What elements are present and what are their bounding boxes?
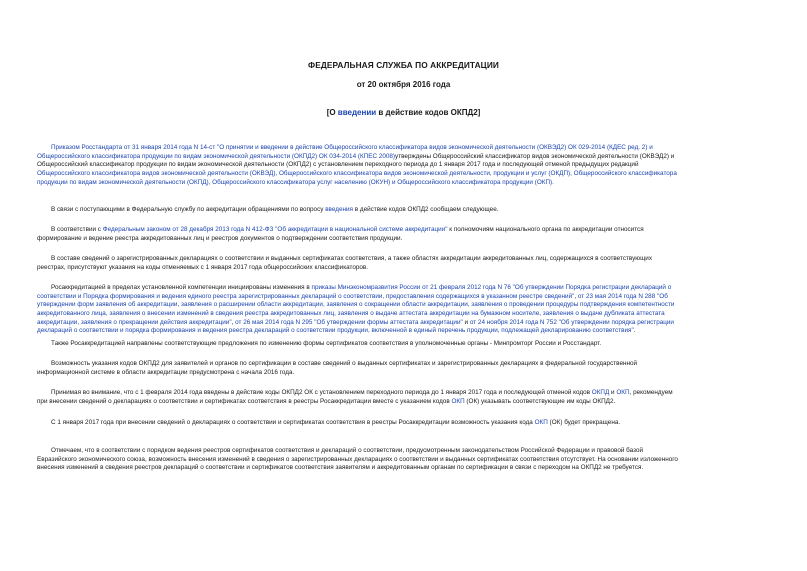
paragraph-line xyxy=(37,170,770,179)
text-run: (ОК) указывать соответствующие им коды ОКПД2. xyxy=(464,397,616,405)
paragraph-line xyxy=(37,319,770,328)
document-link[interactable]: от 26 мая 2014 года N 295 "Об утверждении формы аттестата аккредитации" xyxy=(235,318,463,326)
paragraph xyxy=(37,284,770,336)
document-title xyxy=(0,108,807,117)
text-run: . xyxy=(633,327,636,335)
paragraph xyxy=(37,447,770,473)
paragraph-line xyxy=(37,456,770,465)
document-date: от 20 октября 2016 года xyxy=(356,80,451,89)
paragraph-line xyxy=(37,419,770,428)
paragraph-line xyxy=(37,206,770,215)
text-run: , xyxy=(231,318,236,326)
paragraph-line xyxy=(37,144,770,153)
text-run: Принимая во внимание, что с 1 февраля 2014 года введены в действие коды ОКПД2 ОК с установлением переходного периода до 1 января 2017 года и последующей отменой кодов xyxy=(51,389,592,396)
paragraph xyxy=(37,226,770,243)
document-link[interactable]: ОКПД xyxy=(591,389,610,396)
document-link[interactable]: ОКП xyxy=(616,389,630,396)
document-link[interactable]: от 23 мая 2014 года N 288 "Об xyxy=(577,292,668,300)
title-prefix: [О xyxy=(326,108,338,117)
paragraph-line xyxy=(37,327,770,336)
paragraph-line xyxy=(37,310,770,319)
paragraph xyxy=(37,419,770,428)
paragraph-line xyxy=(37,464,770,473)
text-run: внесения изменений в сведения реестров деклараций о соответствии и сертификатов соответствия заявителям и аккредитованным органам по сертификации в связи с переходом на ОКПД2 не требуется. xyxy=(37,464,644,472)
paragraph-line xyxy=(37,226,770,235)
text-run: Евразийского экономического союза, возможность внесения изменений в сведения о зарегистрированных декларациях о соответствии и выданных сертификатах соответствия отсутствует. На основании изложенного xyxy=(37,455,678,463)
text-run: Общероссийский классификатор продукции по видам экономической деятельности (ОКПД2) с установлением переходного периода до 1 января 2017 года и последующей отменой предыдущих редакций xyxy=(37,161,639,169)
paragraph-line xyxy=(37,301,770,310)
paragraph xyxy=(37,360,770,377)
text-run: (ОК) будет прекращена. xyxy=(547,419,621,426)
paragraph xyxy=(37,389,770,406)
text-run: Возможность указания кодов ОКПД2 для заявителей и органов по сертификации в составе сведений о выданных сертификатах и зарегистрированных декларациях в федеральной государственной xyxy=(51,360,638,367)
document-link[interactable]: Приказом Росстандарта от 31 января 2014 года N 14-ст "О принятии и введении в действие Общероссийского классификатора видов экономической деятельности (ОКВЭД2) ОК 029-2014 (КДЕС ред. 2) и xyxy=(51,144,653,151)
title-suffix: в действие кодов ОКПД2] xyxy=(376,108,481,117)
paragraph-line xyxy=(37,369,770,378)
paragraph-line xyxy=(37,284,770,293)
paragraph xyxy=(37,340,770,349)
text-run: Также Росаккредитацией направлены соответствующие предложения по изменению формы сертификатов соответствия в уполномоченные органы - Минпромторг России и Росстандарт. xyxy=(51,340,602,347)
title-link[interactable]: введении xyxy=(337,108,377,117)
paragraph-line xyxy=(37,398,770,407)
paragraph-line xyxy=(37,161,770,170)
text-run: В связи с поступающими в Федеральную службу по аккредитации обращениями по вопросу xyxy=(51,206,326,213)
document-link[interactable]: ОКП xyxy=(451,397,465,405)
paragraph-line xyxy=(37,255,770,264)
document-link[interactable]: Общероссийского классификатора продукции по видам экономической деятельности (ОКПД2) ОК 034-2014 (КПЕС 2008) xyxy=(37,152,396,160)
text-run: Отмечаем, что в соответствии с порядком ведения реестров сертификатов соответствия и деклараций о соответствии, предусмотренным законодательством Российской Федерации и правовой базой xyxy=(51,447,644,454)
paragraph-line xyxy=(37,360,770,369)
text-run: , рекомендуем xyxy=(629,389,673,396)
text-run: и xyxy=(462,318,470,326)
paragraph-line xyxy=(37,153,770,162)
agency-heading: ФЕДЕРАЛЬНАЯ СЛУЖБА ПО АККРЕДИТАЦИИ xyxy=(308,60,499,70)
paragraph xyxy=(37,144,770,187)
paragraph xyxy=(37,255,770,272)
paragraph-line xyxy=(37,235,770,244)
text-run: В соответствии с xyxy=(51,226,103,233)
document-link[interactable]: деклараций о соответствии и порядка формирования и ведения реестра деклараций о соответствии продукции, включенной в единый перечень продукции, подлежащей декларированию соответствия" xyxy=(37,327,634,335)
text-run: информационной системе в области аккредитации предусмотрена с начала 2016 года. xyxy=(37,368,295,376)
paragraph xyxy=(37,206,770,215)
text-run: в действие кодов ОКПД2 сообщаем следующее. xyxy=(352,206,499,213)
document-link[interactable]: аккредитованного лица, заявления о внесении изменений в сведения реестра аккредитованных лиц, заявления о выдаче аттестата аккредитации на бумажном носителе, заявления о выдаче дубликата аттестата xyxy=(37,310,665,318)
document-link[interactable]: ОКП xyxy=(534,419,548,426)
document-link[interactable]: Федеральным законом от 28 декабря 2013 года N 412-ФЗ "Об аккредитации в национальной системе аккредитации" xyxy=(102,226,448,233)
text-run: Росаккредитацией в пределах установленной компетенции инициированы изменения в xyxy=(51,284,312,291)
document-link[interactable]: от 24 ноября 2014 года N 752 "Об утверждении порядка регистрации xyxy=(469,318,674,326)
document-link[interactable]: аккредитации, заявления о прекращении действия аккредитации" xyxy=(37,318,232,326)
document-link[interactable]: введения xyxy=(325,206,353,213)
document-link[interactable]: продукции по видам экономической деятельности (ОКПД), Общероссийского классификатора услуг населению (ОКУН) и Общероссийского классификатора продукции (ОКП). xyxy=(37,178,554,186)
paragraph-line xyxy=(37,293,770,302)
document-link[interactable]: Общероссийского классификатора видов экономической деятельности (ОКВЭД), Общероссийского классификатора видов экономической деятельности, продукции и услуг (ОКДП), Общероссийского классификатора xyxy=(37,170,677,178)
text-run: и xyxy=(609,389,617,396)
document-link[interactable]: приказы Минэкономразвития России от 21 февраля 2012 года N 76 "Об утверждении Порядка регистрации деклараций о xyxy=(311,284,672,291)
text-run: реестрах, присутствуют указания на коды отменяемых с 1 января 2017 года общероссийских классификаторов. xyxy=(37,263,369,271)
text-run: С 1 января 2017 года при внесении сведений о декларациях о соответствии и сертификатах соответствия в реестры Росаккредитации возможность указания кода xyxy=(51,419,535,426)
text-run: при внесении сведений о декларациях о соответствии и сертификатах соответствия в реестры Росаккредитации вместе с указанием кодов xyxy=(37,397,452,405)
text-run: к полномочиям национального органа по аккредитации относится xyxy=(447,226,644,233)
text-run: В составе сведений о зарегистрированных декларациях о соответствии и выданных сертификатах соответствия, а также областях аккредитации аккредитованных лиц, содержащихся в соответствующих xyxy=(51,255,652,262)
text-run: утверждены Общероссийский классификатор видов экономической деятельности (ОКВЭД2) и xyxy=(395,152,675,160)
text-run: формирование и ведение реестра аккредитованных лиц и реестров документов о подтверждении соответствия продукции. xyxy=(37,234,403,242)
document-link[interactable]: соответствии и Порядка формирования и ведения единого реестра зарегистрированных деклараций о соответствии, предоставления содержащихся в указанном реестре сведений" xyxy=(37,292,575,300)
paragraph-line xyxy=(37,264,770,273)
paragraph-line xyxy=(37,389,770,398)
text-run: , xyxy=(574,292,578,300)
paragraph-line xyxy=(37,179,770,188)
paragraph-line xyxy=(37,340,770,349)
document-link[interactable]: утверждении форм заявления об аккредитации, заявления о расширении области аккредитации, заявления о сокращении области аккредитации, заявления о проведении процедуры подтверждения компетентности xyxy=(37,301,675,309)
paragraph-line xyxy=(37,447,770,456)
